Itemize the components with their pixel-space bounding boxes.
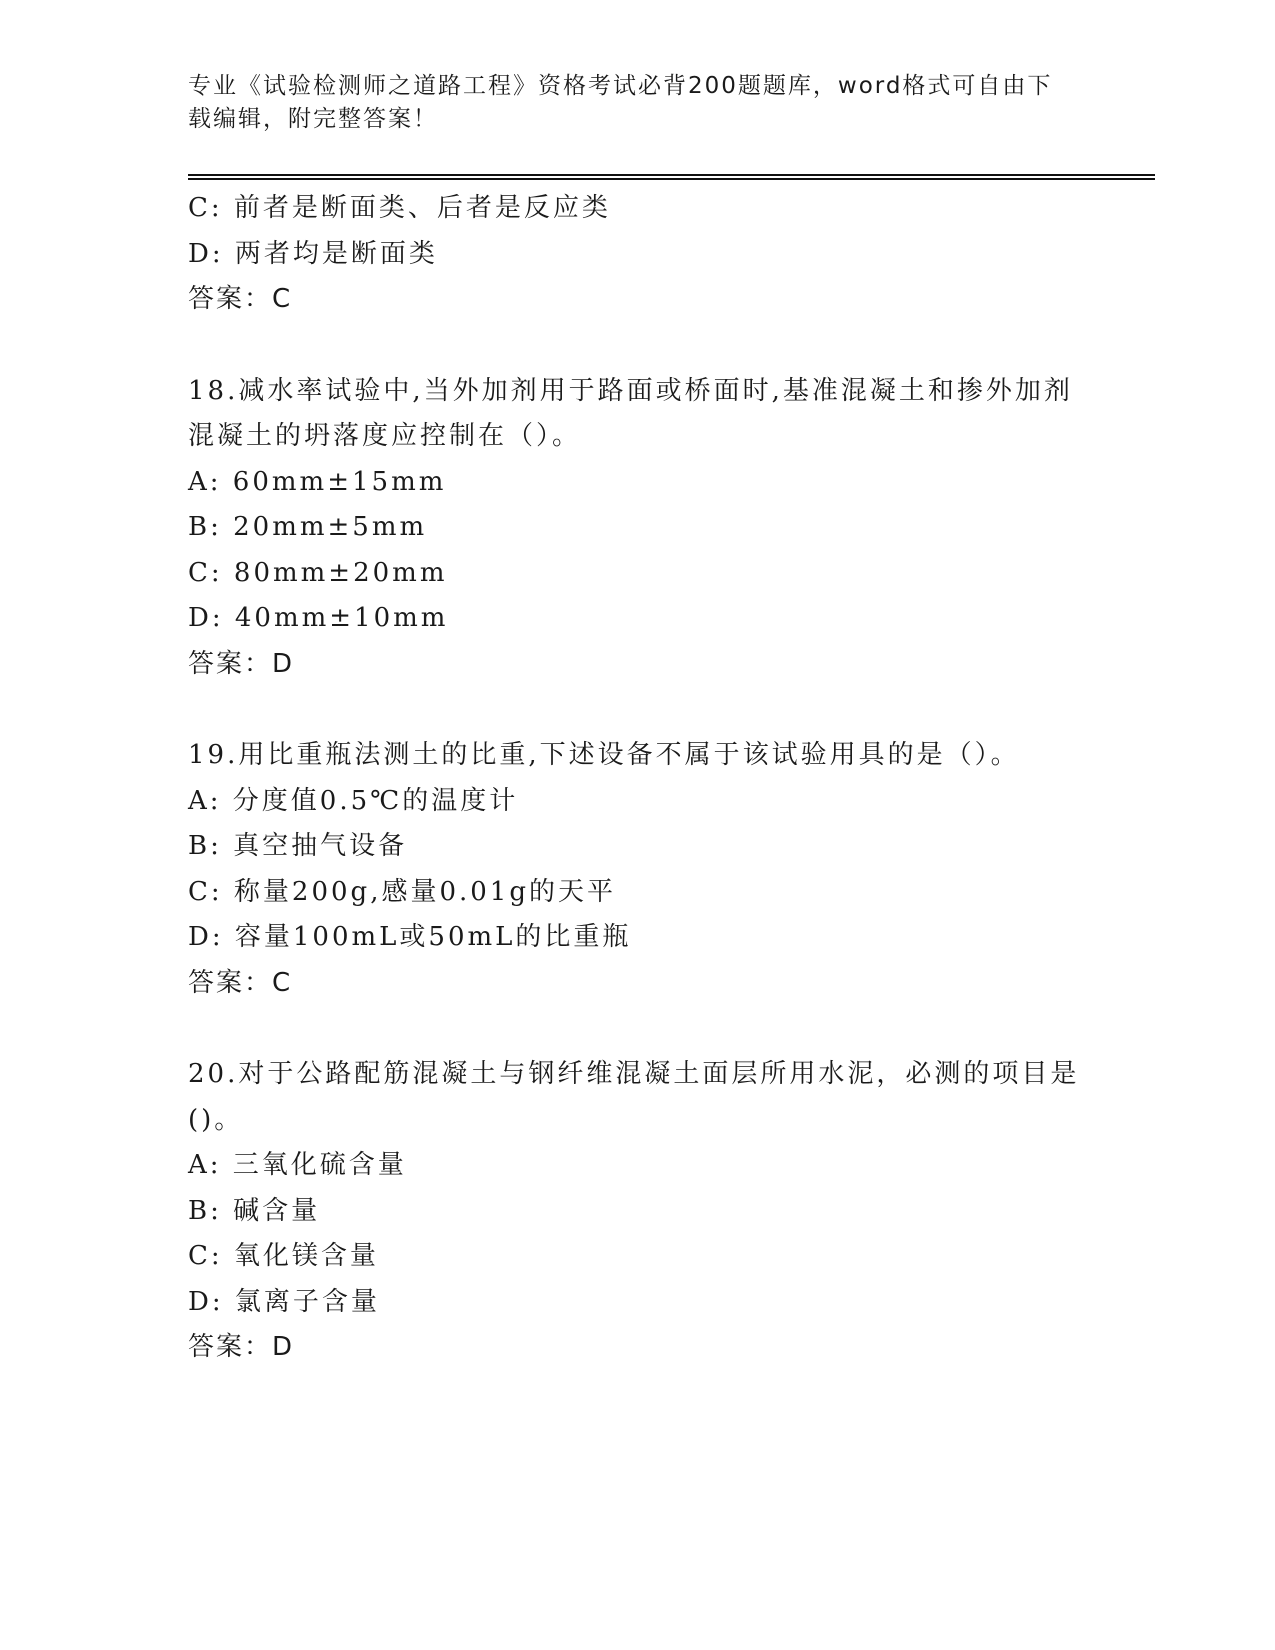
question-stem-line: 19.用比重瓶法测土的比重,下述设备不属于该试验用具的是（）。 (188, 740, 1020, 770)
answer-label: 答案： (188, 1332, 273, 1362)
answer-value: D (272, 648, 295, 679)
question-18 (188, 369, 1148, 688)
answer-value: C (272, 967, 293, 998)
document-header-title: 专业《试验检测师之道路工程》资格考试必背200题题库，word格式可自由下载编辑，附完整答案！ (188, 73, 1053, 132)
option-d: D: 40mm±10mm (188, 603, 449, 633)
answer-line (188, 277, 1148, 323)
answer-value: C (272, 284, 293, 314)
option-c: C: 前者是断面类、后者是反应类 (188, 193, 611, 223)
question-stem-line: 18.减水率试验中,当外加剂用于路面或桥面时,基准混凝土和掺外加剂 (188, 375, 1073, 406)
option-a: A: 60mm±15mm (188, 466, 447, 497)
document-page (188, 70, 1148, 1371)
answer-line (188, 642, 1148, 688)
option-c: C: 氧化镁含量 (188, 1241, 379, 1271)
question-stem-line: 20.对于公路配筋混凝土与钢纤维混凝土面层所用水泥，必测的项目是 (188, 1059, 1080, 1089)
answer-label: 答案： (188, 648, 273, 679)
option-c: C: 称量200g,感量0.01g的天平 (188, 876, 616, 907)
answer-label: 答案： (188, 284, 273, 314)
option-d: D: 容量100mL或50mL的比重瓶 (188, 922, 632, 952)
header-divider (188, 174, 1155, 180)
option-d: D: 氯离子含量 (188, 1286, 380, 1317)
option-b: B: 碱含量 (188, 1195, 321, 1226)
question-19 (188, 733, 1148, 1006)
option-d: D: 两者均是断面类 (188, 238, 438, 269)
answer-label: 答案： (188, 967, 273, 998)
answer-value: D (272, 1332, 295, 1362)
option-b: B: 真空抽气设备 (188, 831, 408, 861)
option-b: B: 20mm±5mm (188, 512, 428, 542)
question-20 (188, 1052, 1148, 1371)
answer-line (188, 1325, 1148, 1371)
question-stem-line: ()。 (188, 1104, 244, 1135)
option-a: A: 分度值0.5℃的温度计 (188, 785, 519, 816)
question-stem-line: 混凝土的坍落度应控制在（）。 (188, 421, 582, 451)
option-a: A: 三氧化硫含量 (188, 1150, 407, 1180)
option-c: C: 80mm±20mm (188, 557, 448, 588)
question-17-tail (188, 186, 1148, 323)
answer-line (188, 961, 1148, 1007)
